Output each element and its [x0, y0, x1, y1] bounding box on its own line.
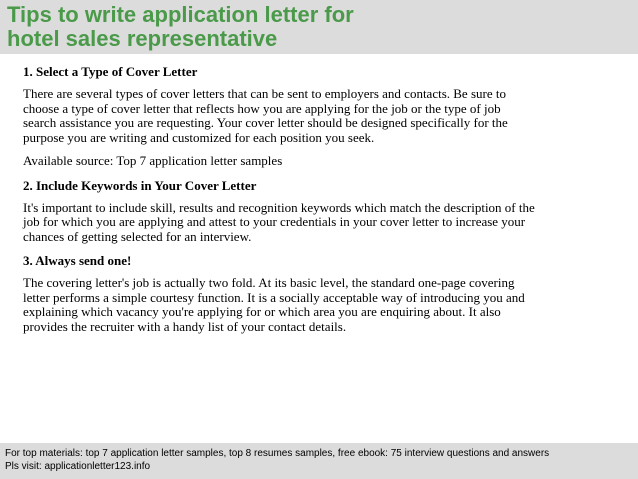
section-2-line: job for which you are applying and attest to your credentials in your cover letter to increase your — [23, 214, 526, 229]
footer-line-2: Pls visit: applicationletter123.info — [5, 460, 151, 472]
spacer — [23, 169, 623, 178]
section-1-line: search assistance you are requesting. Your cover letter should be designed specifically for the — [23, 115, 508, 130]
spacer — [23, 244, 623, 253]
section-3-line: explaining which vacancy you're applying for or which area you are enquiring about. It also — [23, 304, 501, 319]
source-note-text: Available source: Top 7 application letter samples — [23, 153, 283, 168]
section-2-line: It's important to include skill, results and recognition keywords which match the description of the — [23, 199, 535, 215]
source-note — [23, 154, 623, 169]
section-3-paragraph — [23, 276, 623, 334]
title-band — [0, 0, 638, 54]
page-title-line-2: hotel sales representative — [7, 26, 278, 51]
footer-band — [0, 443, 638, 479]
section-2-heading: 2. Include Keywords in Your Cover Letter — [23, 177, 257, 193]
section-1-line: choose a type of cover letter that reflects how you are applying for the job or the type of job — [23, 100, 501, 116]
section-1-line: There are several types of cover letters that can be sent to employers and contacts. Be sure to — [23, 86, 506, 101]
section-1-heading: 1. Select a Type of Cover Letter — [23, 64, 198, 79]
section-3-line: provides the recruiter with a handy list of your contact details. — [23, 318, 347, 334]
section-3-heading: 3. Always send one! — [23, 253, 132, 268]
section-2-paragraph — [23, 201, 623, 245]
section-1-paragraph — [23, 87, 623, 145]
section-3-line: letter performs a simple courtesy function. It is a socially acceptable way of introducing you and — [23, 289, 525, 305]
section-2-line: chances of getting selected for an interview. — [23, 228, 252, 244]
footer-text — [5, 448, 549, 473]
section-3-line: The covering letter's job is actually two fold. At its basic level, the standard one-page covering — [23, 275, 515, 290]
article-body — [23, 64, 623, 334]
page-title-line-1: Tips to write application letter for — [7, 2, 354, 27]
page-title — [7, 3, 354, 51]
footer-line-1: For top materials: top 7 application letter samples, top 8 resumes samples, free ebook: 75 interview questions and answers — [5, 448, 550, 459]
section-1-line: purpose you are writing and customized for each position you seek. — [23, 129, 375, 145]
